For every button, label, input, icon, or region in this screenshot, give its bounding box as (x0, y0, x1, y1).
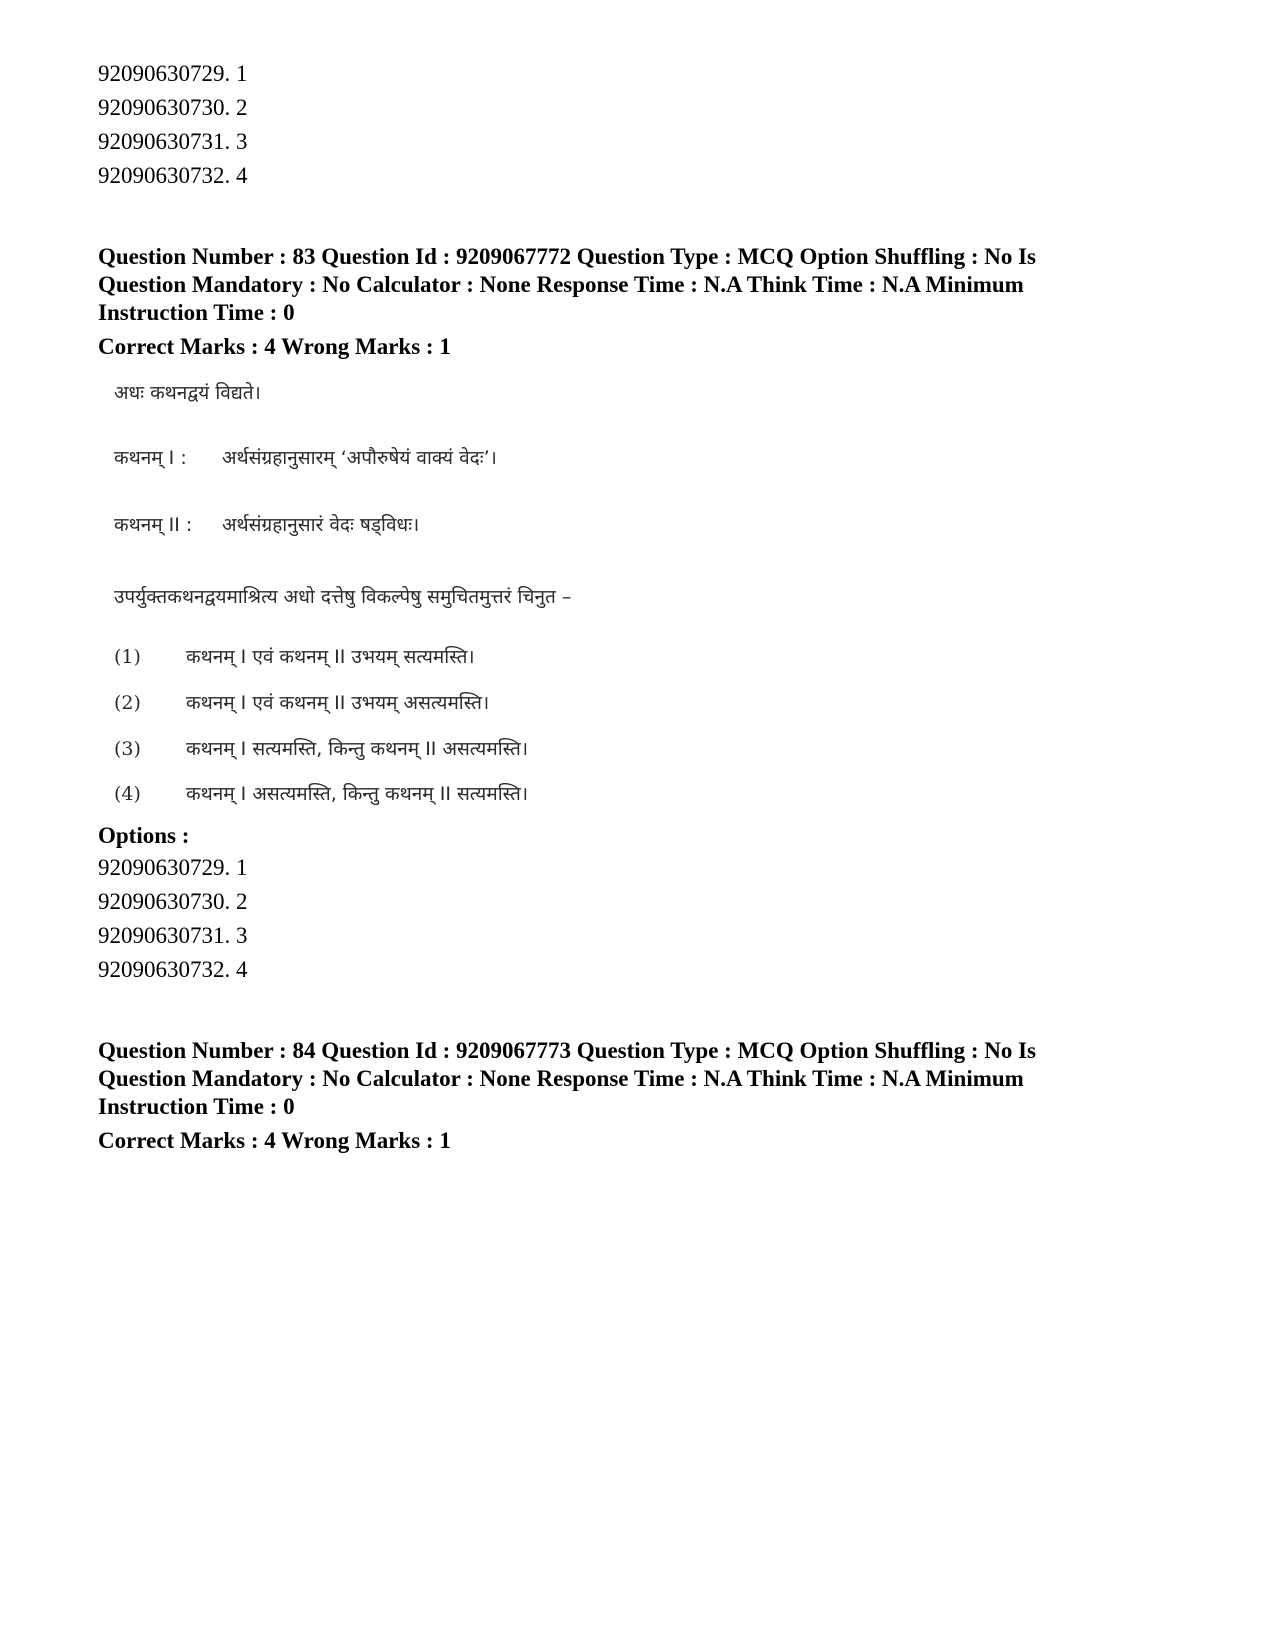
statement-label: कथनम् II : (114, 514, 193, 536)
choice-text: कथनम् I सत्यमस्ति, किन्तु कथनम् II असत्यमस्ति। (186, 738, 529, 760)
choice-text: कथनम् I असत्यमस्ति, किन्तु कथनम् II सत्यमस्ति। (186, 783, 529, 805)
choice-item (114, 643, 475, 669)
statement-2 (114, 511, 419, 537)
choice-text: कथनम् I एवं कथनम् II उभयम् सत्यमस्ति। (186, 646, 475, 668)
marks-line: Correct Marks : 4 Wrong Marks : 1 (98, 1128, 451, 1153)
question-content (114, 361, 674, 821)
document-page (98, 57, 1178, 1155)
option-line: 92090630732. 4 (98, 957, 248, 982)
statement-text: अर्थसंग्रहानुसारं वेदः षड्विधः। (222, 514, 420, 536)
question-header-line: Question Number : 84 Question Id : 9209067773 Question Type : MCQ Option Shuffling : No Is (98, 1038, 1037, 1063)
question-header-line: Instruction Time : 0 (98, 300, 295, 325)
previous-options-list (98, 57, 1178, 193)
question-header-line: Question Mandatory : No Calculator : None Response Time : N.A Think Time : N.A Minimum (98, 1066, 1024, 1091)
choice-number: (1) (114, 646, 141, 668)
option-line: 92090630731. 3 (98, 923, 248, 948)
options-heading: Options : (98, 823, 190, 848)
choice-item (114, 689, 489, 715)
option-line: 92090630730. 2 (98, 95, 248, 120)
question-header-line: Question Mandatory : No Calculator : None Response Time : N.A Think Time : N.A Minimum (98, 272, 1024, 297)
statement-1 (114, 444, 497, 470)
option-line: 92090630729. 1 (98, 855, 248, 880)
choice-item (114, 780, 528, 806)
option-line: 92090630729. 1 (98, 61, 248, 86)
choice-number: (4) (114, 783, 141, 805)
question-header-line: Question Number : 83 Question Id : 9209067772 Question Type : MCQ Option Shuffling : No Is (98, 244, 1037, 269)
statement-label: कथनम् I : (114, 447, 187, 469)
choice-text: कथनम् I एवं कथनम् II उभयम् असत्यमस्ति। (186, 692, 490, 714)
option-line: 92090630730. 2 (98, 889, 248, 914)
question-instruction: उपर्युक्तकथनद्वयमाश्रित्य अधो दत्तेषु विकल्पेषु समुचितमुत्तरं चिनुत – (114, 586, 572, 608)
marks-line: Correct Marks : 4 Wrong Marks : 1 (98, 334, 451, 359)
choice-item (114, 735, 528, 761)
option-line: 92090630731. 3 (98, 129, 248, 154)
choice-number: (2) (114, 692, 141, 714)
question-intro: अधः कथनद्वयं विद्यते। (114, 382, 261, 404)
question-84 (98, 1037, 1178, 1155)
choice-number: (3) (114, 738, 141, 760)
options-list (98, 851, 1178, 987)
question-header-line: Instruction Time : 0 (98, 1094, 295, 1119)
question-83 (98, 243, 1178, 987)
statement-text: अर्थसंग्रहानुसारम् ‘अपौरुषेयं वाक्यं वेदः’। (222, 447, 497, 469)
option-line: 92090630732. 4 (98, 163, 248, 188)
